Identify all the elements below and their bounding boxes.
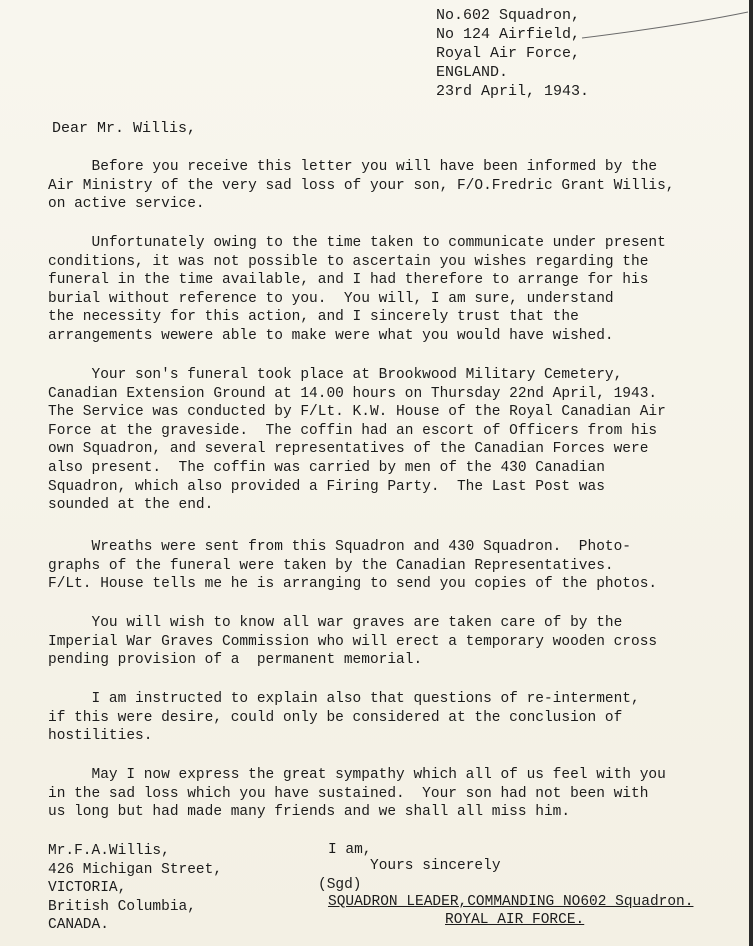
page-edge-shadow xyxy=(749,0,753,946)
address-line: ENGLAND. xyxy=(436,64,509,81)
paragraph-7: May I now express the great sympathy which all of us feel with you in the sad loss which you have sustained. Your son had not been with us long but had made many friends and we shall all miss him. xyxy=(48,767,666,821)
letter-date: 23rd April, 1943. xyxy=(436,83,590,100)
recipient-line: 426 Michigan Street, xyxy=(48,861,223,878)
signatory-rank: SQUADRON LEADER,COMMANDING NO602 Squadron. xyxy=(328,894,694,910)
paragraph-4: Wreaths were sent from this Squadron and 430 Squadron. Photo- graphs of the funeral were taken by the Canadian Representatives. F/Lt. House tells me he is arranging to send you copies of the photos. xyxy=(48,539,658,593)
recipient-line: Mr.F.A.Willis, xyxy=(48,843,170,859)
closing-yours-sincerely: Yours sincerely xyxy=(370,858,501,874)
sender-address xyxy=(436,6,589,101)
address-line: No.602 Squadron, xyxy=(436,7,581,24)
closing-i-am: I am, xyxy=(328,842,372,858)
paragraph-3: Your son's funeral took place at Brookwood Military Cemetery, Canadian Extension Ground at 14.00 hours on Thursday 22nd April, 1943. The Service was conducted by F/Lt. K.W. House of the Royal Canadian Air Force at the graveside. The coffin had an escort of Officers from his own Squadron, and several representatives of the Canadian Forces were also present. The coffin was carried by men of the 430 Canadian Squadron, which also provided a Firing Party. The Last Post was sounded at the end. xyxy=(48,367,666,514)
recipient-line: British Columbia, xyxy=(48,898,196,915)
address-line: No 124 Airfield, xyxy=(436,26,581,43)
paragraph-6: I am instructed to explain also that questions of re-interment, if this were desire, could only be considered at the conclusion of hostilities. xyxy=(48,691,640,745)
recipient-line: VICTORIA, xyxy=(48,880,127,897)
address-line: Royal Air Force, xyxy=(436,45,581,62)
salutation: Dear Mr. Willis, xyxy=(52,120,197,137)
signatory-unit: ROYAL AIR FORCE. xyxy=(445,912,585,928)
pen-stroke-mark xyxy=(580,10,750,50)
paragraph-5: You will wish to know all war graves are taken care of by the Imperial War Graves Commission who will erect a temporary wooden cross pending provision of a permanent memorial. xyxy=(48,615,658,669)
paragraph-1: Before you receive this letter you will have been informed by the Air Ministry of the very sad loss of your son, F/O.Fredric Grant Willis, on active service. xyxy=(48,159,675,213)
closing-signed: (Sgd) xyxy=(318,877,362,893)
recipient-line: CANADA. xyxy=(48,917,109,934)
paragraph-2: Unfortunately owing to the time taken to communicate under present conditions, it was not possible to ascertain you wishes regarding the funeral in the time available, and I had therefore to arrange for his burial without reference to you. You will, I am sure, understand the necessity for this action, and I sincerely trust that the arrangements wewere able to make were what you would have wished. xyxy=(48,235,666,344)
recipient-address xyxy=(48,842,222,935)
